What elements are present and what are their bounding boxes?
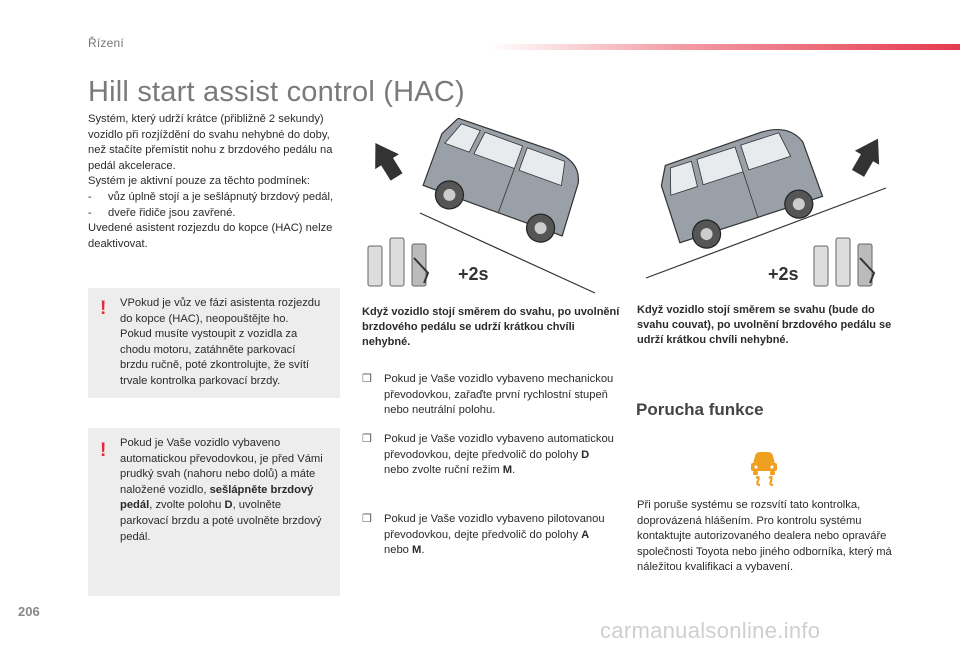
uphill-caption: Když vozidlo stojí směrem do svahu, po uvolnění brzdového pedálu se udrží krátkou chvíli nehybné. bbox=[362, 306, 620, 348]
page-title: Hill start assist control (HAC) bbox=[88, 76, 465, 108]
fault-heading: Porucha funkce bbox=[636, 400, 764, 419]
intro-paragraph: Uvedené asistent rozjezdu do kopce (HAC) nelze deaktivovat. bbox=[88, 222, 333, 250]
warning-box bbox=[88, 428, 340, 596]
warning-text: Pokud je Vaše vozidlo vybaveno automatickou převodovkou, je před Vámi prudký svah (nahoru nebo dolů) a máte naložené vozidlo, sešlápněte brzdový pedál, zvolte polohu D, uvolněte parkovací brzdu a poté uvolněte brzdový pedál. bbox=[120, 437, 323, 543]
downhill-van-illustration bbox=[636, 118, 896, 298]
checkbox-icon: ❒ bbox=[362, 513, 372, 525]
intro-bullet: - vůz úplně stojí a je sešlápnutý brzdový pedál, bbox=[88, 190, 334, 203]
warning-icon: ! bbox=[100, 440, 107, 461]
skid-warning-icon bbox=[747, 450, 781, 486]
plus-2s-label: +2s bbox=[768, 264, 799, 284]
pedal-icon bbox=[368, 238, 428, 286]
plus-2s-label: +2s bbox=[458, 264, 489, 284]
intro-bullet: - dveře řidiče jsou zavřené. bbox=[88, 206, 236, 219]
downhill-caption: Když vozidlo stojí směrem se svahu (bude do svahu couvat), po uvolnění brzdového pedálu se udrží krátkou chvíli nehybné. bbox=[637, 304, 892, 346]
warning-box bbox=[88, 288, 340, 398]
pedal-icon bbox=[814, 238, 874, 286]
intro-paragraph: Systém, který udrží krátce (přibližně 2 sekundy) vozidlo při rozjíždění do svahu nehybné do doby, než stačíte přemístit nohu z brzdového pedálu na pedál akcelerace. bbox=[88, 113, 333, 172]
intro-text bbox=[88, 112, 348, 252]
intro-paragraph: Systém je aktivní pouze za těchto podmínek: bbox=[88, 175, 311, 188]
page-number: 206 bbox=[18, 604, 40, 619]
section-title: Řízení bbox=[88, 36, 124, 50]
warning-text: VPokud je vůz ve fázi asistenta rozjezdu do kopce (HAC), neopouštějte ho. Pokud musíte vystoupit z vozidla za chodu motoru, zatáhněte parkovací brzdu ručně, poté zkontrolujte, že svítí trvale kontrolka parkovací brzdy. bbox=[120, 297, 321, 387]
watermark: carmanualsonline.info bbox=[600, 618, 821, 643]
fault-description: Při poruše systému se rozsvítí tato kontrolka, doprovázená hlášením. Pro kontrolu systému kontaktujte autorizovaného dealera nebo opraváře společnosti Toyota nebo jiného odborníka, který má náležitou kvalifikaci a vybavení. bbox=[637, 499, 892, 574]
checkbox-icon: ❒ bbox=[362, 373, 372, 385]
warning-icon: ! bbox=[100, 298, 107, 319]
checkbox-icon: ❒ bbox=[362, 433, 372, 445]
header-rule bbox=[490, 44, 960, 50]
uphill-van-illustration bbox=[360, 118, 620, 298]
